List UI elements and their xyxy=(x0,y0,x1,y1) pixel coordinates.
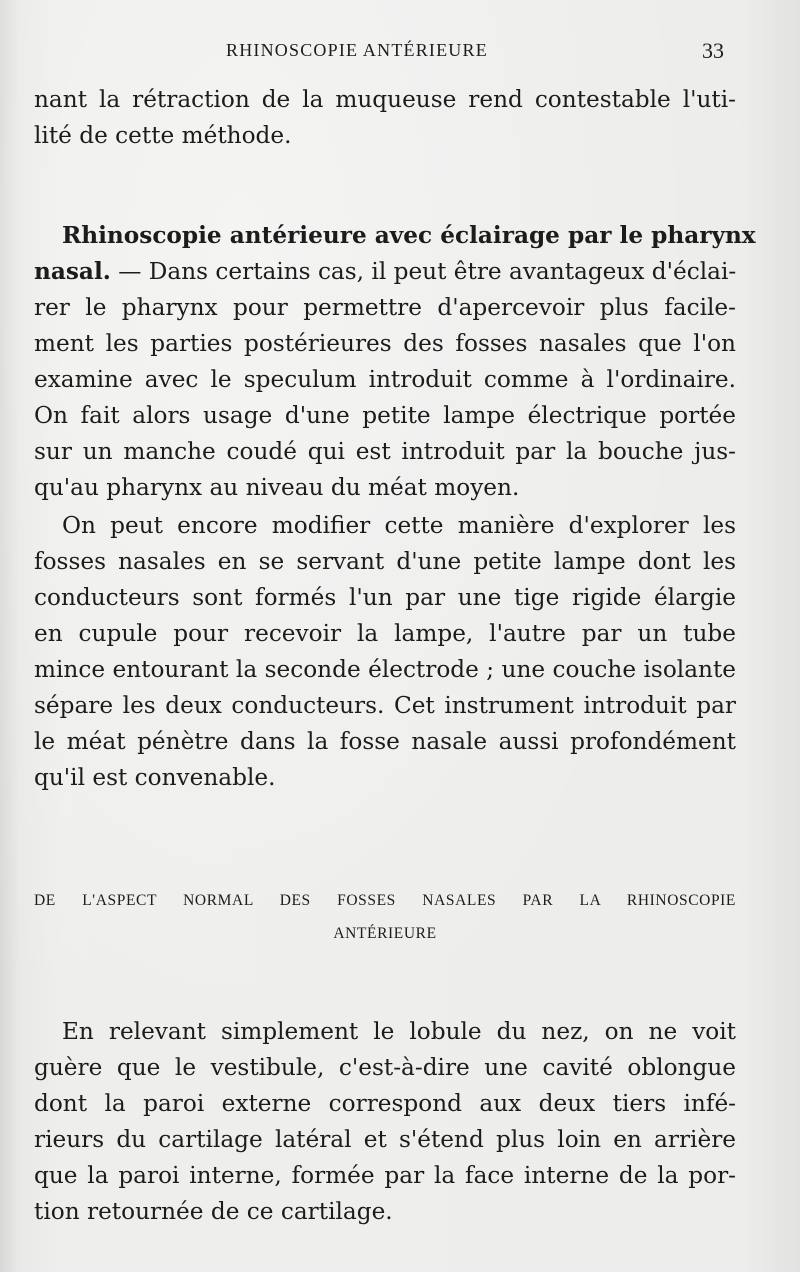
text-line: sépare les deux conducteurs. Cet instrument introduit par xyxy=(34,692,736,719)
text-line: qu'il est convenable. xyxy=(34,764,276,791)
paragraph-conducteurs xyxy=(34,508,736,796)
text-line xyxy=(34,218,756,254)
text-line: En relevant simplement le lobule du nez, on ne voit xyxy=(62,1018,736,1045)
text-line: rieurs du cartilage latéral et s'étend plus loin en arrière xyxy=(34,1126,736,1153)
text-line: On fait alors usage d'une petite lampe électrique portée xyxy=(34,402,736,429)
section-heading-line: DE L'ASPECT NORMAL DES FOSSES NASALES PAR LA RHINOSCOPIE xyxy=(34,892,736,909)
running-title: RHINOSCOPIE ANTÉRIEURE xyxy=(226,40,488,60)
paragraph xyxy=(34,218,756,506)
text-line: guère que le vestibule, c'est-à-dire une cavité oblongue xyxy=(34,1054,736,1081)
text-line: en cupule pour recevoir la lampe, l'autre par un tube xyxy=(34,620,736,647)
paragraph xyxy=(34,1014,736,1230)
text-line: fosses nasales en se servant d'une petite lampe dont les xyxy=(34,548,736,575)
text-line: dont la paroi externe correspond aux deux tiers infé- xyxy=(34,1090,736,1117)
text-line: sur un manche coudé qui est introduit par la bouche jus- xyxy=(34,438,736,465)
paragraph xyxy=(34,82,736,154)
text-line: nant la rétraction de la muqueuse rend contestable l'uti- xyxy=(34,86,736,113)
section-heading xyxy=(34,884,736,950)
text-line: qu'au pharynx au niveau du méat moyen. xyxy=(34,474,520,501)
text-line: conducteurs sont formés l'un par une tige rigide élargie xyxy=(34,584,736,611)
text-line: tion retournée de ce cartilage. xyxy=(34,1198,393,1225)
text-line: examine avec le speculum introduit comme à l'ordinaire. xyxy=(34,366,736,393)
text-line: que la paroi interne, formée par la face interne de la por- xyxy=(34,1162,736,1189)
text-line-content: — Dans certains cas, il peut être avantageux d'éclai- xyxy=(118,258,737,285)
paragraph-heading: Rhinoscopie antérieure avec éclairage par le pharynx xyxy=(62,222,756,249)
text-line: mince entourant la seconde électrode ; une couche isolante xyxy=(34,656,736,683)
text-line: lité de cette méthode. xyxy=(34,122,292,149)
running-head xyxy=(0,40,800,70)
text-line: le méat pénètre dans la fosse nasale aussi profondément xyxy=(34,728,736,755)
paragraph-heading-cont: nasal. xyxy=(34,258,111,285)
paragraph-vestibule xyxy=(34,1014,736,1230)
paragraph xyxy=(34,508,736,796)
page-number: 33 xyxy=(702,38,724,63)
paragraph-rhinoscopie-pharynx xyxy=(34,218,756,506)
text-line: rer le pharynx pour permettre d'apercevoir plus facile- xyxy=(34,294,736,321)
section-heading-line: ANTÉRIEURE xyxy=(333,925,437,942)
text-line: ment les parties postérieures des fosses nasales que l'on xyxy=(34,330,736,357)
text-line xyxy=(34,254,736,290)
text-line: On peut encore modifier cette manière d'explorer les xyxy=(62,512,736,539)
paragraph-continued xyxy=(34,82,736,154)
